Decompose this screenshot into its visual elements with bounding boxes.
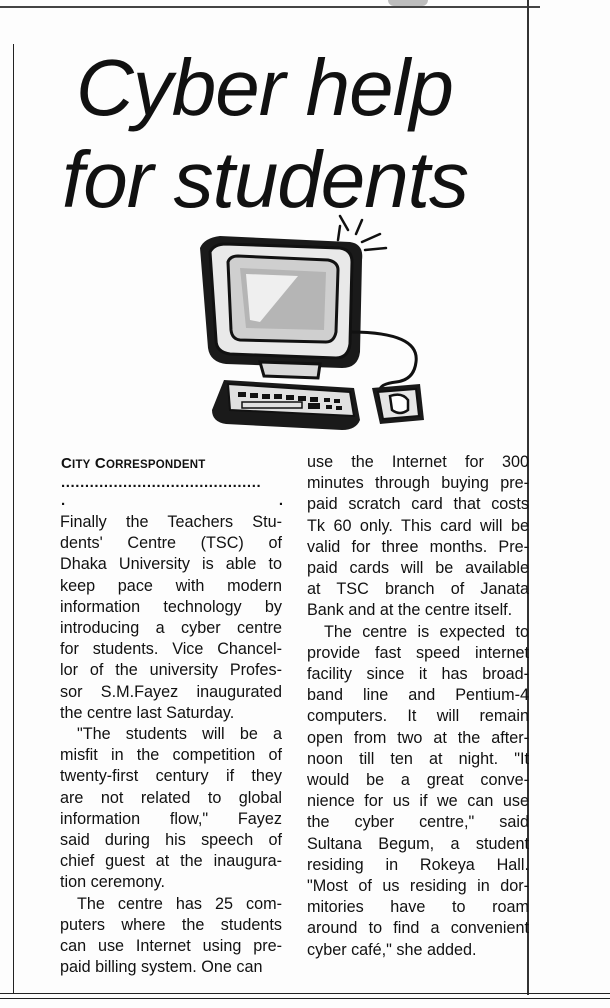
byline-dot-right: .: [278, 492, 283, 509]
article-line: introducing a cyber centre: [60, 619, 282, 638]
headline-line-1: Cyber help: [76, 43, 453, 132]
article-line: minutes through buying pre-: [307, 474, 529, 493]
article-line: "Most of us residing in dor-: [307, 877, 529, 896]
article-line: Sultana Begum, a student: [307, 834, 529, 853]
article-line: paid billing system. One can: [60, 958, 263, 977]
article-line: would be a great conve-: [307, 771, 529, 790]
article-line: the centre last Saturday.: [60, 703, 235, 722]
byline-dot-left: .: [61, 492, 66, 509]
article-line: open from two at the after-: [307, 728, 529, 747]
article-line: can use Internet using pre-: [60, 937, 282, 956]
article-line: misfit in the competition of: [60, 746, 282, 765]
article-line: Tk 60 only. This card will be: [307, 516, 529, 535]
article-line: twenty-first century if they: [60, 767, 282, 786]
article-line: at TSC branch of Janata: [307, 580, 529, 599]
article-line: lor of the university Profes-: [60, 661, 282, 680]
byline-small-2: ORRESPONDENT: [105, 459, 206, 471]
article-line: band line and Pentium-4: [307, 686, 529, 705]
article-line: information technology by: [60, 597, 282, 616]
header-ornament: [388, 0, 428, 6]
article-line: for students. Vice Chancel-: [60, 640, 282, 659]
article-line: paid cards will be available: [307, 559, 529, 578]
article-line: are not related to global: [60, 788, 282, 807]
article-line: around to find a convenient: [307, 919, 529, 938]
article-line: paid scratch card that costs: [307, 495, 529, 514]
article-line: sor S.M.Fayez inaugurated: [60, 682, 282, 701]
byline-dotted-rule: ..........................................: [61, 474, 262, 491]
article-line: tion ceremony.: [60, 873, 165, 892]
article-line: dents' Centre (TSC) of: [60, 534, 282, 553]
byline-cap-1: C: [61, 455, 73, 472]
article-line: puters where the students: [60, 915, 282, 934]
byline: [61, 455, 206, 472]
top-rule: [0, 0, 540, 8]
article-paragraph: [307, 622, 529, 961]
article-paragraph: [60, 512, 282, 724]
article-line: nience for us if we can use: [307, 792, 529, 811]
article-paragraph: [60, 894, 282, 979]
article-line: valid for three months. Pre-: [307, 537, 529, 556]
article-line: "The students will be a: [77, 725, 282, 744]
article-line: The centre has 25 com-: [77, 894, 282, 913]
article-paragraph: [60, 724, 282, 894]
article-line: keep pace with modern: [60, 576, 282, 595]
headline: [62, 42, 562, 226]
article-line: Dhaka University is able to: [60, 555, 282, 574]
article-line: noon till ten at night. "It: [307, 749, 529, 768]
article-column-2: [307, 452, 529, 961]
article-line: cyber café," she added.: [307, 940, 477, 959]
bottom-rule: [0, 993, 610, 999]
article-line: The centre is expected to: [324, 622, 529, 641]
left-column-rule: [13, 44, 14, 994]
headline-line-2: for students: [62, 135, 469, 224]
article-column-1: [60, 512, 282, 978]
byline-cap-2: C: [94, 455, 106, 472]
article-paragraph: [307, 452, 529, 622]
byline-small-1: ITY: [72, 459, 91, 471]
article-line: chief guest at the inaugura-: [60, 852, 282, 871]
article-line: information flow," Fayez: [60, 809, 282, 828]
byline-dot-pair: [61, 494, 283, 508]
article-line: facility since it has broad-: [307, 665, 529, 684]
article-line: use the Internet for 300: [307, 453, 529, 471]
article-line: provide fast speed internet: [307, 643, 529, 662]
article-line: said during his speech of: [60, 831, 282, 850]
article-line: Finally the Teachers Stu-: [60, 513, 282, 531]
article-line: computers. It will remain: [307, 707, 529, 726]
article-line: mitories have to roam: [307, 898, 529, 917]
article-line: Bank and at the centre itself.: [307, 601, 513, 620]
computer-clipart-icon: [190, 212, 450, 442]
article-line: the cyber centre," said: [307, 813, 529, 832]
article-line: residing in Rokeya Hall.: [307, 855, 529, 874]
